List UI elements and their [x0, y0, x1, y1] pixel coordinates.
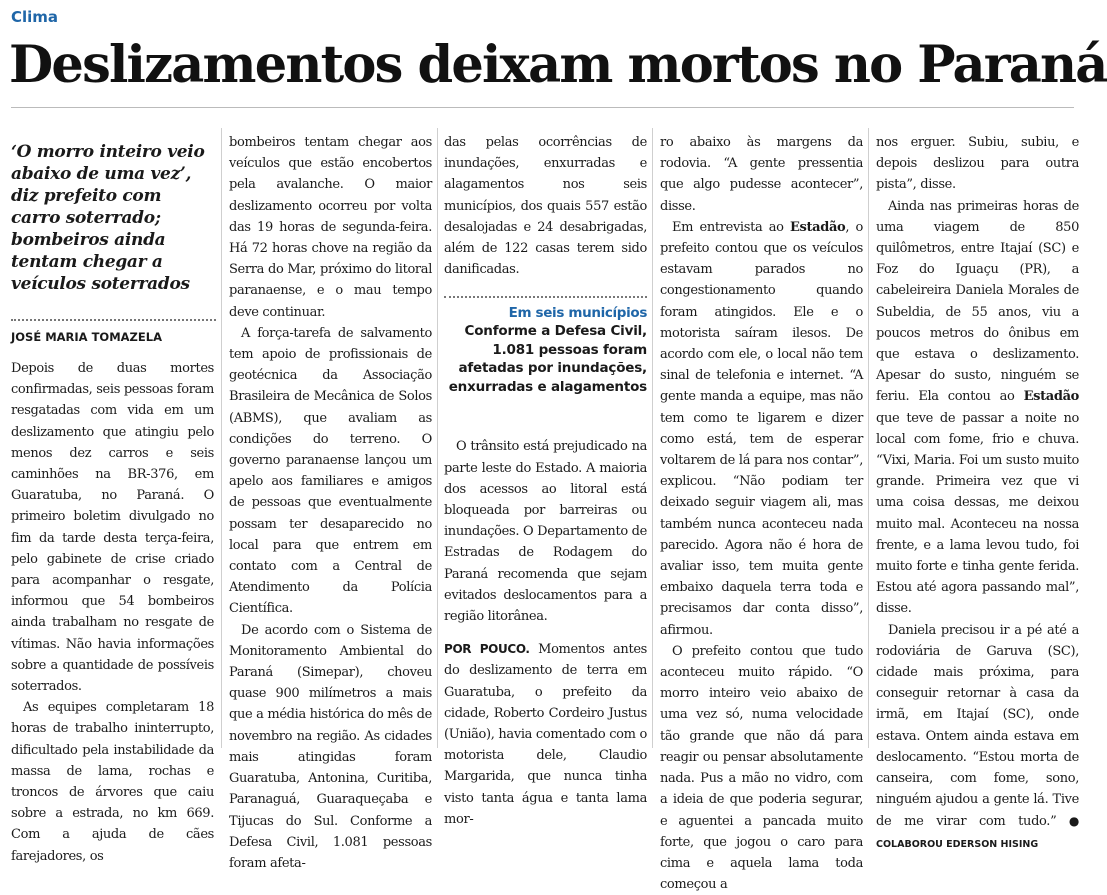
end-mark-icon: ●: [1056, 813, 1080, 828]
paragraph: As equipes completaram 18 horas de trabalho ininterrupto, dificultado pela instabilidade da massa de lama, rochas e troncos de árvores que caiu sobre a estrada, no km 669. Com a ajuda de cães farejadores, os: [11, 700, 214, 864]
paragraph: Depois de duas mortes confirmadas, seis pessoas foram resgatadas com vida em um deslizamento que atingiu pelo menos dez carros e seis caminhões na BR-376, em Guaratuba, no Paraná. O primeiro boletim divulgado no fim da tarde desta terça-feira, pelo gabinete de crise criado para acompanhar o resgate, informou que 54 bombeiros ainda trabalham no resgate de vítimas. Não havia informações sobre a quantidade de possíveis soterrados.: [11, 361, 214, 695]
headline: Deslizamentos deixam mortos no Paraná: [9, 35, 1107, 95]
article-column-3: [444, 132, 647, 827]
paragraph-text: Ainda nas primeiras horas de uma viagem de 850 quilômetros, entre Itajaí (SC) e Foz do Iguaçu (PR), a cabeleireira Daniela Morales de Subeldia, de 55 anos, viu a poucos metros do ônibus em que estava o deslizamento. Apesar do susto, ninguém se feriu. Ela contou ao: [876, 198, 1079, 405]
header-rule: [11, 107, 1074, 108]
article-column-5: [876, 132, 1080, 850]
paragraph: das pelas ocorrências de inundações, enxurradas e alagamentos nos seis municípios, dos quais 557 estão desalojadas e 24 desabrigadas, além de 122 casas terem sido danificadas.: [444, 135, 647, 278]
paragraph: bombeiros tentam chegar aos veículos que estão encobertos pela avalanche. O maior deslizamento ocorreu por volta das 19 horas de segunda-feira. Há 72 horas chove na região da Serra do Mar, próximo do litoral paranaense, e o mau tempo deve continuar.: [229, 135, 432, 320]
dotted-rule: [11, 319, 216, 321]
byline: JOSÉ MARIA TOMAZELA: [11, 330, 162, 344]
paragraph: O trânsito está prejudicado na parte leste do Estado. A maioria dos acessos ao litoral está bloqueada por barreiras ou inundações. O Departamento de Estradas de Rodagem do Paraná recomenda que sejam evitados deslocamentos para a região litorânea.: [444, 439, 647, 625]
column-divider: [868, 128, 869, 748]
column-divider: [437, 128, 438, 748]
paragraph: De acordo com o Sistema de Monitoramento Ambiental do Paraná (Simepar), choveu quase 900 milímetros a mais que a média histórica do mês de novembro na região. As cidades mais atingidas foram Guaratuba, Antonina, Curitiba, Paranaguá, Guaraqueçaba e Tijucas do Sul. Conforme a Defesa Civil, 1.081 pessoas foram afeta-: [229, 622, 432, 871]
paragraph-text: que teve de passar a noite no local com fome, frio e chuva. “Vixi, Maria. Foi um susto muito grande. Primeira vez que vi uma coisa dessas, me deixou muito mal. Aconteceu na nossa frente, e a lama levou tudo, foi muito forte e tinha gente ferida. Estou até agora passando mal”, disse.: [876, 410, 1079, 617]
paragraph: [876, 196, 1079, 620]
dotted-rule: [444, 296, 647, 298]
paragraph: A força-tarefa de salvamento tem apoio de profissionais de geotécnica da Associação Brasileira de Mecânica de Solos (ABMS), que avaliam as condições do terreno. O governo paranaense lançou um apelo aos familiares e amigos de pessoas que eventualmente possam ter desaparecido no local para que entrem em contato com a Central de Atendimento da Polícia Científica.: [229, 325, 432, 617]
paragraph-text: Daniela precisou ir a pé até a rodoviária de Garuva (SC), cidade mais próxima, para conseguir retornar à casa da irmã, em Itajaí (SC), onde estava. Ontem ainda estava em deslocamento. “Estou morta de canseira, com fome, sono, ninguém ajudou a gente lá. Tive de me virar com tudo.”: [876, 622, 1079, 829]
paragraph: ro abaixo às margens da rodovia. “A gente pressentia que algo pudesse acontecer”, disse.: [660, 135, 863, 214]
article-column-4: [660, 132, 863, 893]
section-label: Clima: [11, 8, 59, 26]
highlight-text: Conforme a Defesa Civil, 1.081 pessoas foram afetadas por inundações, enxurradas e alagamentos: [448, 323, 647, 395]
paragraph: [660, 217, 863, 641]
highlight-label: Em seis municípios: [508, 305, 647, 322]
paragraph: [876, 620, 1079, 855]
article-column-2: [229, 132, 432, 871]
deck: ‘O morro inteiro veio abaixo de uma vez’, diz prefeito com carro soterrado; bombeiros ainda tentam chegar a veículos soterrados: [11, 142, 205, 294]
article-column-1: [11, 141, 214, 864]
column-divider: [221, 128, 222, 748]
column-divider: [652, 128, 653, 748]
newspaper-name: Estadão: [1023, 389, 1079, 405]
paragraph-text: , o prefeito contou que os veículos estavam parados no congestionamento quando foram atingidos. Ele e o motorista saíram ilesos. De acordo com ele, o local não tem sinal de telefonia e internet. “A gente manda a equipe, mas não tem como te ligarem e dizer como está, tem de esperar voltarem de lá para nos contar”, explicou. “Não podiam ter deixado seguir viagem ali, mas também nunca aconteceu nada parecido. Agora não é hora de avaliar isso, tem muita gente embaixo daquela terra toda e precisamos dar conta disso”, afirmou.: [660, 219, 863, 638]
paragraph: O prefeito contou que tudo aconteceu muito rápido. “O morro inteiro veio abaixo de uma vez só, numa velocidade tão grande que não dá para reagir ou pensar absolutamente nada. Pus a mão no vidro, com a ideia de que poderia segurar, e aguentei a pancada muito forte, que jogou o caro para cima e aquela lama toda começou a: [660, 643, 863, 893]
paragraph-text: Momentos antes do deslizamento de terra em Guaratuba, o prefeito da cidade, Roberto Cordeiro Justus (União), havia comentado com o motorista dele, Claudio Margarida, que nunca tinha visto tanta água e tanta lama mor-: [444, 642, 647, 827]
paragraph: nos erguer. Subiu, subiu, e depois deslizou para outra pista”, disse.: [876, 135, 1079, 193]
newspaper-name: Estadão: [789, 219, 846, 235]
highlight-box: [444, 296, 647, 396]
credit-line: COLABOROU EDERSON HISING: [876, 838, 1039, 850]
paragraph: [444, 639, 647, 830]
paragraph-kicker: POR POUCO.: [444, 642, 530, 657]
paragraph-text: Em entrevista ao: [672, 219, 790, 235]
